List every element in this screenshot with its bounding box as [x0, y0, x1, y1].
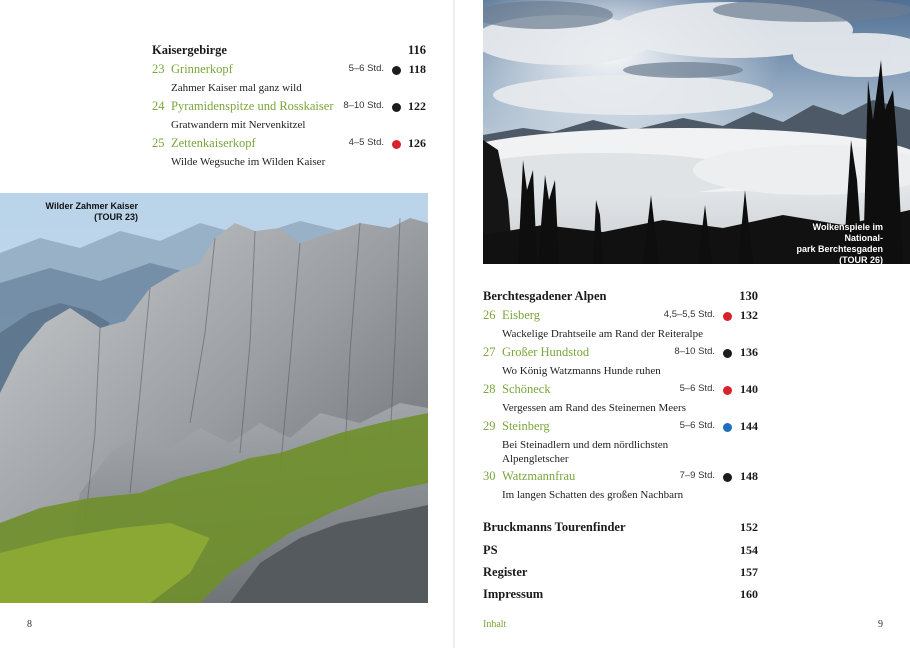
section-title: Kaisergebirge [152, 43, 227, 57]
tour-duration: 7–9 Std. [679, 470, 715, 481]
toc-entry-tour-30[interactable] [483, 469, 758, 503]
tour-page-number: 136 [740, 345, 758, 359]
toc-entry-page-number: 160 [740, 587, 758, 601]
tour-page-number: 140 [740, 382, 758, 396]
difficulty-dot-black [392, 66, 401, 75]
tour-subtitle: Zahmer Kaiser mal ganz wild [171, 82, 302, 94]
toc-entry-impressum[interactable] [483, 587, 758, 602]
toc-entry-page-number: 154 [740, 543, 758, 557]
toc-entry-tour-27[interactable] [483, 345, 758, 379]
tour-page-number: 122 [408, 99, 426, 113]
tour-subtitle: Vergessen am Rand des Steinernen Meers [502, 402, 686, 414]
photo-zahmer-kaiser [0, 193, 428, 603]
tour-subtitle: Gratwandern mit Nervenkitzel [171, 119, 306, 131]
tour-number: 23 [152, 62, 165, 76]
tour-number: 25 [152, 136, 165, 150]
tour-subtitle: Im langen Schatten des großen Nachbarn [502, 489, 684, 501]
toc-entry-tour-24[interactable] [152, 99, 426, 133]
tour-title[interactable]: Eisberg [502, 308, 540, 322]
toc-entry-page-number: 152 [740, 520, 758, 534]
toc-entry-title: Impressum [483, 587, 544, 601]
tour-duration: 4–5 Std. [348, 137, 384, 148]
tour-page-number: 118 [408, 62, 426, 76]
tour-title[interactable]: Pyramidenspitze und Rosskaiser [171, 99, 334, 113]
tour-number: 28 [483, 382, 496, 396]
difficulty-dot-blue [723, 423, 732, 432]
toc-entry-title: Bruckmanns Tourenfinder [483, 520, 626, 534]
tour-number: 24 [152, 99, 165, 113]
difficulty-dot-red [723, 312, 732, 321]
toc-entry-ps[interactable] [483, 543, 758, 558]
tour-number: 26 [483, 308, 496, 322]
toc-entry-tourenfinder[interactable] [483, 520, 758, 535]
section-heading-kaisergebirge [152, 43, 426, 58]
toc-entry-tour-29[interactable] [483, 419, 758, 467]
difficulty-dot-black [723, 473, 732, 482]
toc-entry-page-number: 157 [740, 565, 758, 579]
toc-entry-tour-25[interactable] [152, 136, 426, 170]
running-head: Inhalt [483, 619, 507, 630]
tour-duration: 5–6 Std. [348, 63, 384, 74]
caption-line: (TOUR 23) [94, 212, 138, 222]
difficulty-dot-red [723, 386, 732, 395]
caption-line: Wolkenspiele im National- [812, 222, 883, 243]
tour-number: 27 [483, 345, 496, 359]
difficulty-dot-red [392, 140, 401, 149]
tour-title[interactable]: Grinnerkopf [171, 62, 233, 76]
tour-subtitle: Wo König Watzmanns Hunde ruhen [502, 365, 661, 377]
section-title: Berchtesgadener Alpen [483, 289, 607, 303]
tour-page-number: 126 [408, 136, 426, 150]
tour-duration: 4,5–5,5 Std. [663, 309, 715, 320]
toc-entry-register[interactable] [483, 565, 758, 580]
section-page-number: 116 [407, 43, 426, 57]
tour-page-number: 148 [740, 469, 758, 483]
tour-duration: 8–10 Std. [343, 100, 384, 111]
toc-entry-tour-28[interactable] [483, 382, 758, 416]
tour-title[interactable]: Watzmannfrau [502, 469, 576, 483]
tour-subtitle: Wilde Wegsuche im Wilden Kaiser [171, 156, 326, 168]
mountain-landscape-illustration [0, 193, 428, 603]
difficulty-dot-black [392, 103, 401, 112]
tour-title[interactable]: Schöneck [502, 382, 551, 396]
tour-duration: 8–10 Std. [674, 346, 715, 357]
tour-page-number: 132 [740, 308, 758, 322]
photo-caption-right [781, 222, 883, 266]
difficulty-dot-black [723, 349, 732, 358]
section-page-number: 130 [739, 289, 758, 303]
tour-title[interactable]: Steinberg [502, 419, 550, 433]
caption-line: (TOUR 26) [839, 255, 883, 265]
toc-entry-title: PS [483, 543, 498, 557]
tour-number: 29 [483, 419, 496, 433]
tour-duration: 5–6 Std. [679, 420, 715, 431]
toc-entry-title: Register [483, 565, 528, 579]
caption-line: park Berchtesgaden [796, 244, 883, 254]
right-page [455, 0, 910, 648]
toc-entry-tour-23[interactable] [152, 62, 426, 96]
toc-entry-tour-26[interactable] [483, 308, 758, 342]
page-number-left: 8 [27, 619, 32, 630]
section-heading-berchtesgadener-alpen [483, 289, 758, 304]
photo-caption-left [40, 201, 138, 223]
tour-title[interactable]: Großer Hundstod [502, 345, 590, 359]
tour-title[interactable]: Zettenkaiserkopf [171, 136, 256, 150]
tour-duration: 5–6 Std. [679, 383, 715, 394]
caption-line: Wilder Zahmer Kaiser [45, 201, 138, 211]
tour-page-number: 144 [740, 419, 758, 433]
tour-subtitle-line2: Alpengletscher [502, 453, 569, 465]
tour-subtitle: Bei Steinadlern und dem nördlichsten [502, 439, 669, 451]
page-number-right: 9 [878, 619, 883, 630]
tour-number: 30 [483, 469, 496, 483]
tour-subtitle: Wackelige Drahtseile am Rand der Reiteralpe [502, 328, 703, 340]
